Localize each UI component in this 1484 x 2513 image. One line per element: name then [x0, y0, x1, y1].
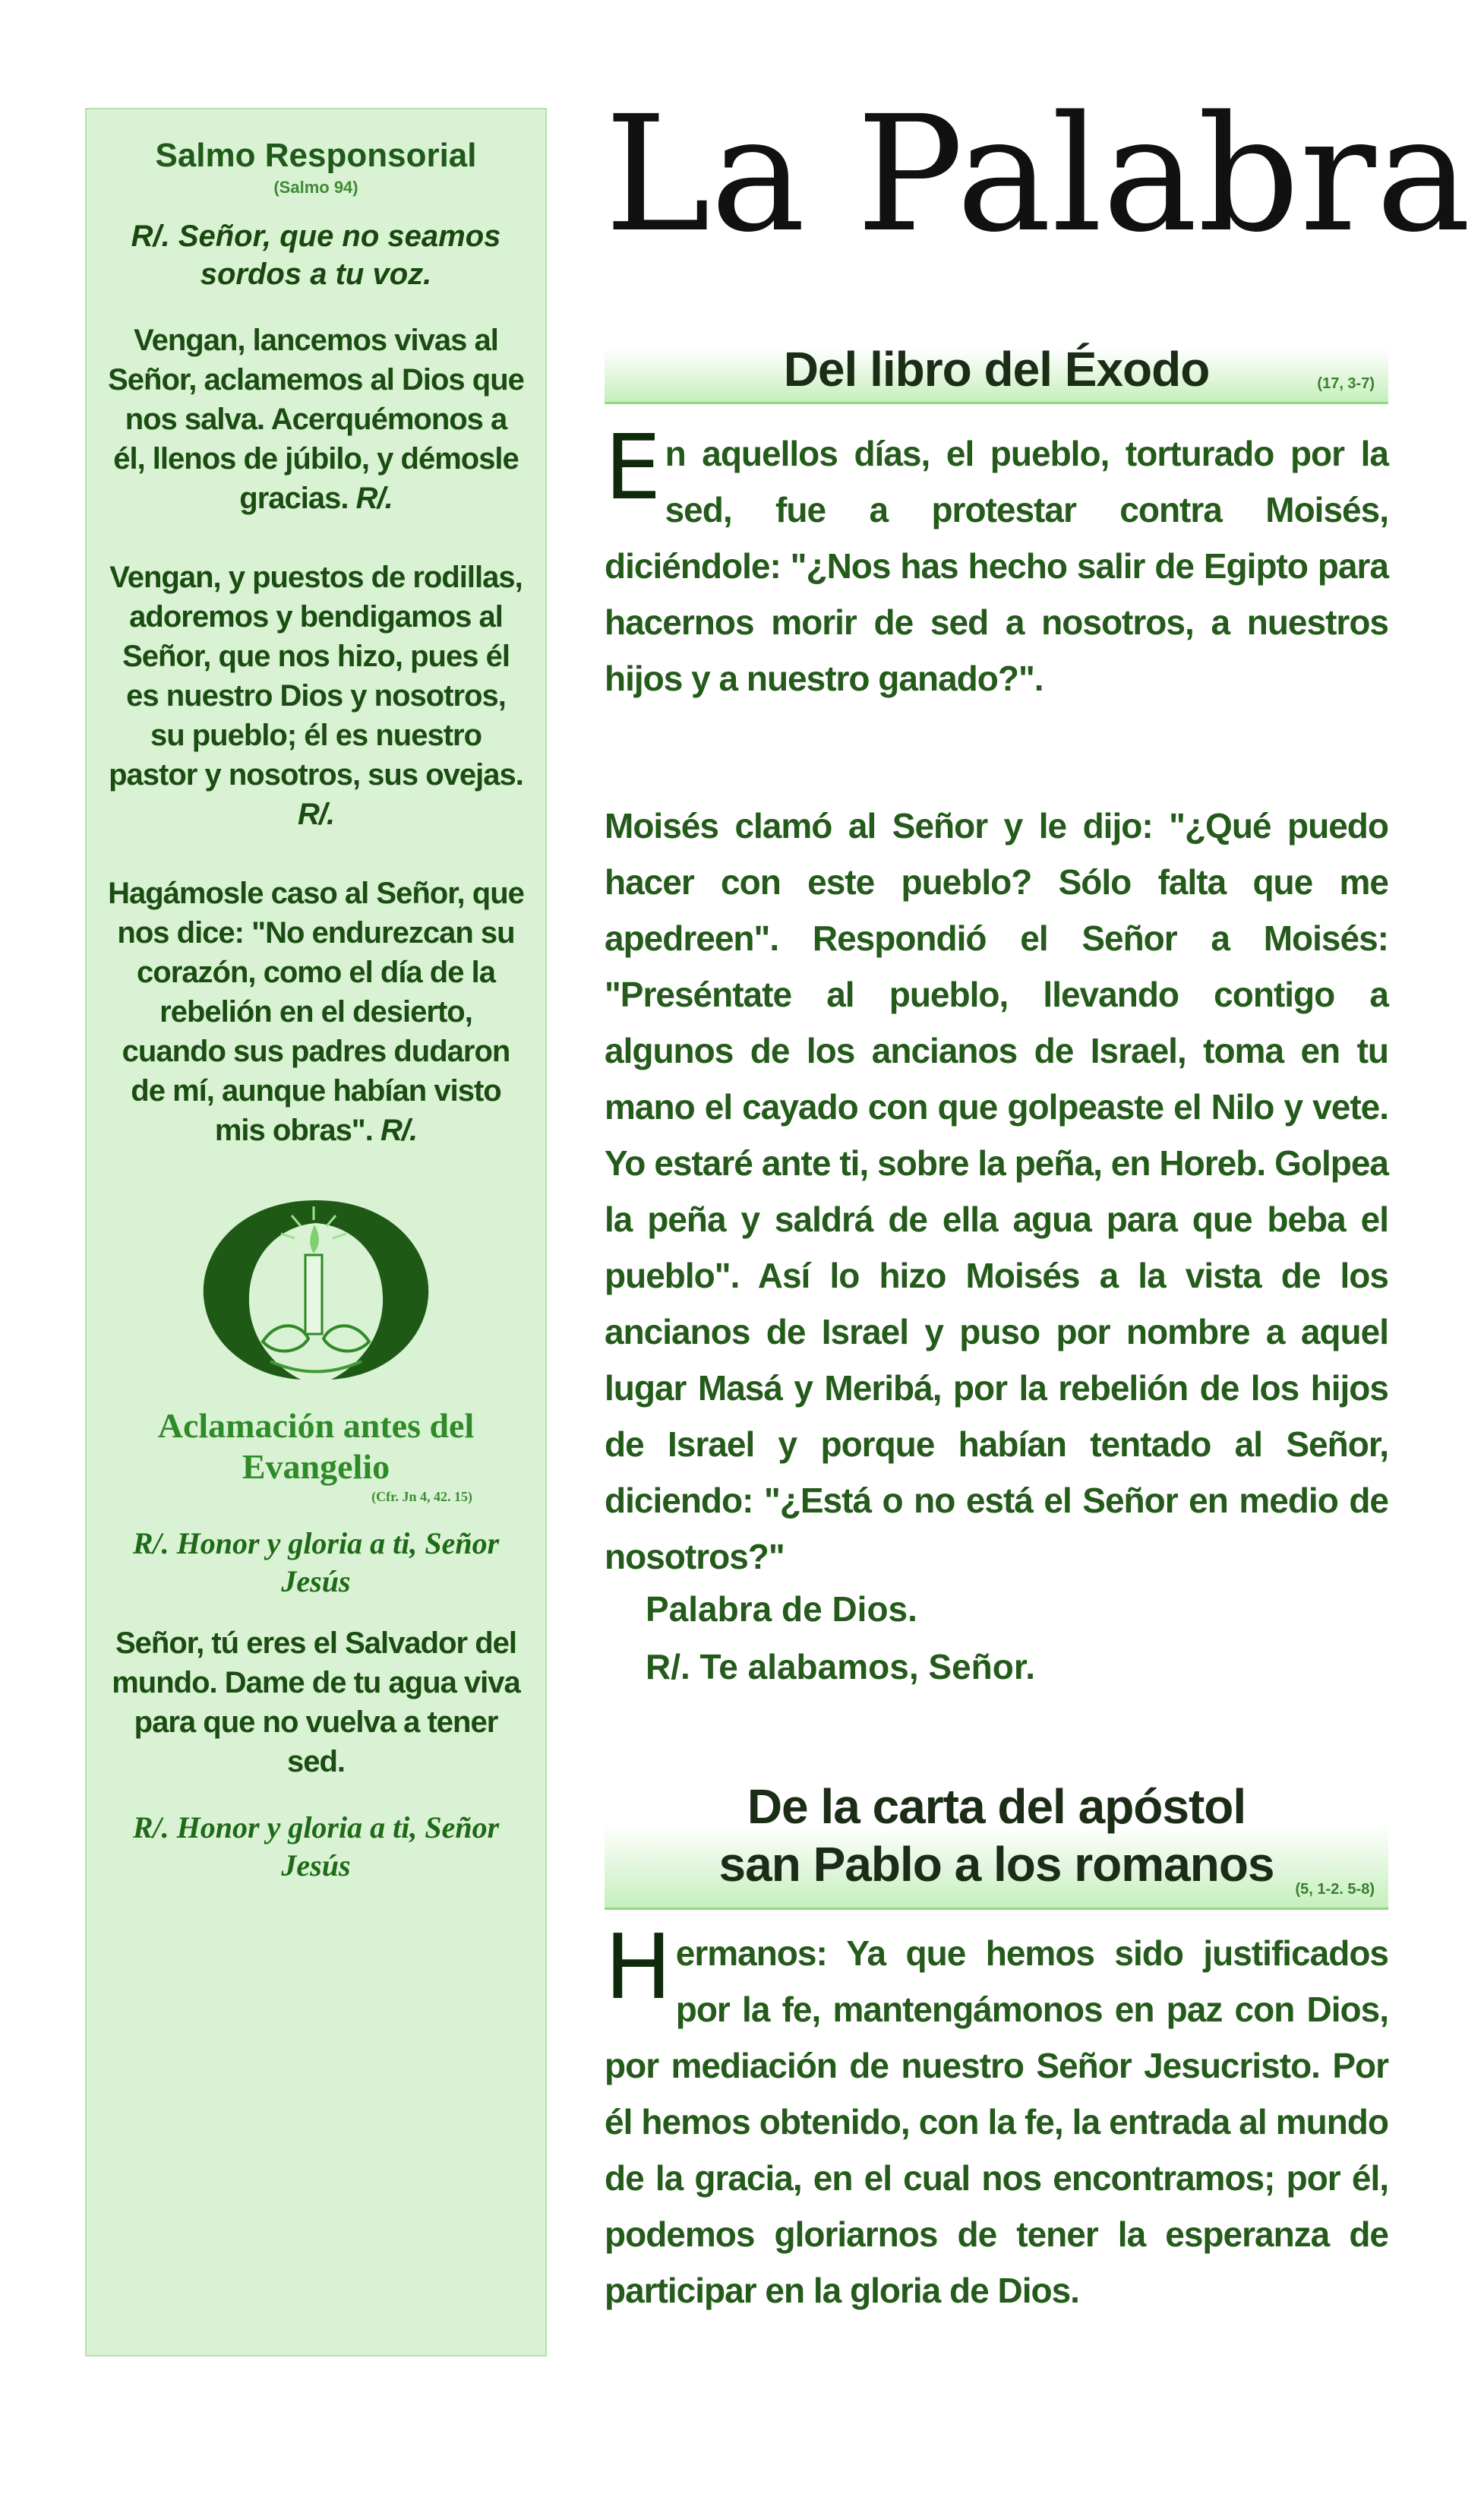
stanza-text: Vengan, y puestos de rodillas, adoremos y bendigamos al Señor, que nos hizo, pues él es nuestro Dios y nosotros, su pueblo; él es nuestro pastor y nosotros, sus ovejas.: [109, 561, 523, 792]
reading1-closing: [646, 1580, 1035, 1696]
dropcap-letter: E: [605, 415, 661, 520]
psalm-reference: (Salmo 94): [273, 178, 358, 197]
dropcap-letter: H: [605, 1914, 671, 2019]
psalm-stanza-3: [106, 874, 526, 1150]
candle-hands-emblem-icon: [187, 1190, 445, 1387]
readings-column: [605, 81, 1484, 2484]
stanza-response-marker: R/.: [355, 482, 393, 515]
reading1-p1-text: n aquellos días, el pueblo, torturado por la sed, fue a protestar contra Moisés, diciéndole: "¿Nos has hecho salir de Egipto para hacernos morir de sed a nosotros, a nuestros hijos y a nuestro ganado?".: [605, 434, 1388, 698]
acclamation-response-end: R/. Honor y gloria a ti, Señor Jesús: [132, 1810, 500, 1882]
psalm-stanza-2: [106, 558, 526, 834]
stanza-text: Hagámosle caso al Señor, que nos dice: "No endurezcan su corazón, como el día de la rebelión en el desierto, cuando sus padres dudaron de mí, aunque habían visto mis obras".: [108, 877, 524, 1147]
acclamation-response: R/. Honor y gloria a ti, Señor Jesús: [132, 1526, 500, 1598]
psalm-stanza-1: [106, 321, 526, 518]
reading1-heading: Del libro del Éxodo: [783, 342, 1210, 397]
reading1-paragraph-2: Moisés clamó al Señor y le dijo: "¿Qué puedo hacer con este pueblo? Sólo falta que me apedreen". Respondió el Señor a Moisés: "Preséntate al pueblo, llevando contigo a algunos de los ancianos de Israel, toma en tu mano el cayado con que golpeaste el Nilo y vete. Yo estaré ante ti, sobre la peña, en Horeb. Golpea la peña y saldrá de ella agua para que beba el pueblo". Así lo hizo Moisés a la vista de los ancianos de Israel y puso por nombre a aquel lugar Masá y Meribá, por la rebelión de los hijos de Israel y porque habían tentado al Señor, diciendo: "¿Está o no está el Señor en medio de nosotros?": [605, 806, 1388, 1576]
acclamation-title: Aclamación antes del Evangelio: [157, 1406, 475, 1486]
psalm-response: R/. Señor, que no seamos sordos a tu voz.: [131, 220, 501, 291]
reading2-heading-bar: [605, 1769, 1388, 1910]
page-title: La Palabra: [605, 81, 1471, 267]
stanza-response-marker: R/.: [380, 1114, 418, 1147]
acclamation-text: Señor, tú eres el Salvador del mundo. Dame de tu agua viva para que no vuelva a tener sed.: [112, 1626, 520, 1778]
reading2-reference: (5, 1-2. 5-8): [1295, 1881, 1375, 1898]
stanza-text: Vengan, lancemos vivas al Señor, aclamemos al Dios que nos salva. Acerquémonos a él, llenos de júbilo, y démosle gracias.: [108, 324, 524, 515]
closing-line-2: R/. Te alabamos, Señor.: [646, 1647, 1035, 1686]
closing-line-1: Palabra de Dios.: [646, 1589, 917, 1629]
reading2-p1-text: ermanos: Ya que hemos sido justificados por la fe, mantengámonos en paz con Dios, por mediación de nuestro Señor Jesucristo. Por él hemos obtenido, con la fe, la entrada al mundo de la gracia, en el cual nos encontramos; por él, podemos gloriarnos de tener la esperanza de participar en la gloria de Dios.: [605, 1933, 1388, 2310]
psalm-sidebar: [85, 108, 547, 2357]
stanza-response-marker: R/.: [297, 798, 335, 831]
reading1-heading-bar: [605, 313, 1388, 404]
reading2-heading-line-2: san Pablo a los romanos: [718, 1837, 1274, 1892]
reading2-paragraph-1: [605, 1914, 1388, 2319]
psalm-title: Salmo Responsorial: [155, 137, 477, 174]
reading1-paragraph-1: [605, 415, 1388, 706]
reading2-heading-line-1: De la carta del apóstol: [747, 1779, 1246, 1834]
reading1-reference: (17, 3-7): [1317, 375, 1375, 392]
acclamation-reference: (Cfr. Jn 4, 42. 15): [371, 1489, 472, 1504]
